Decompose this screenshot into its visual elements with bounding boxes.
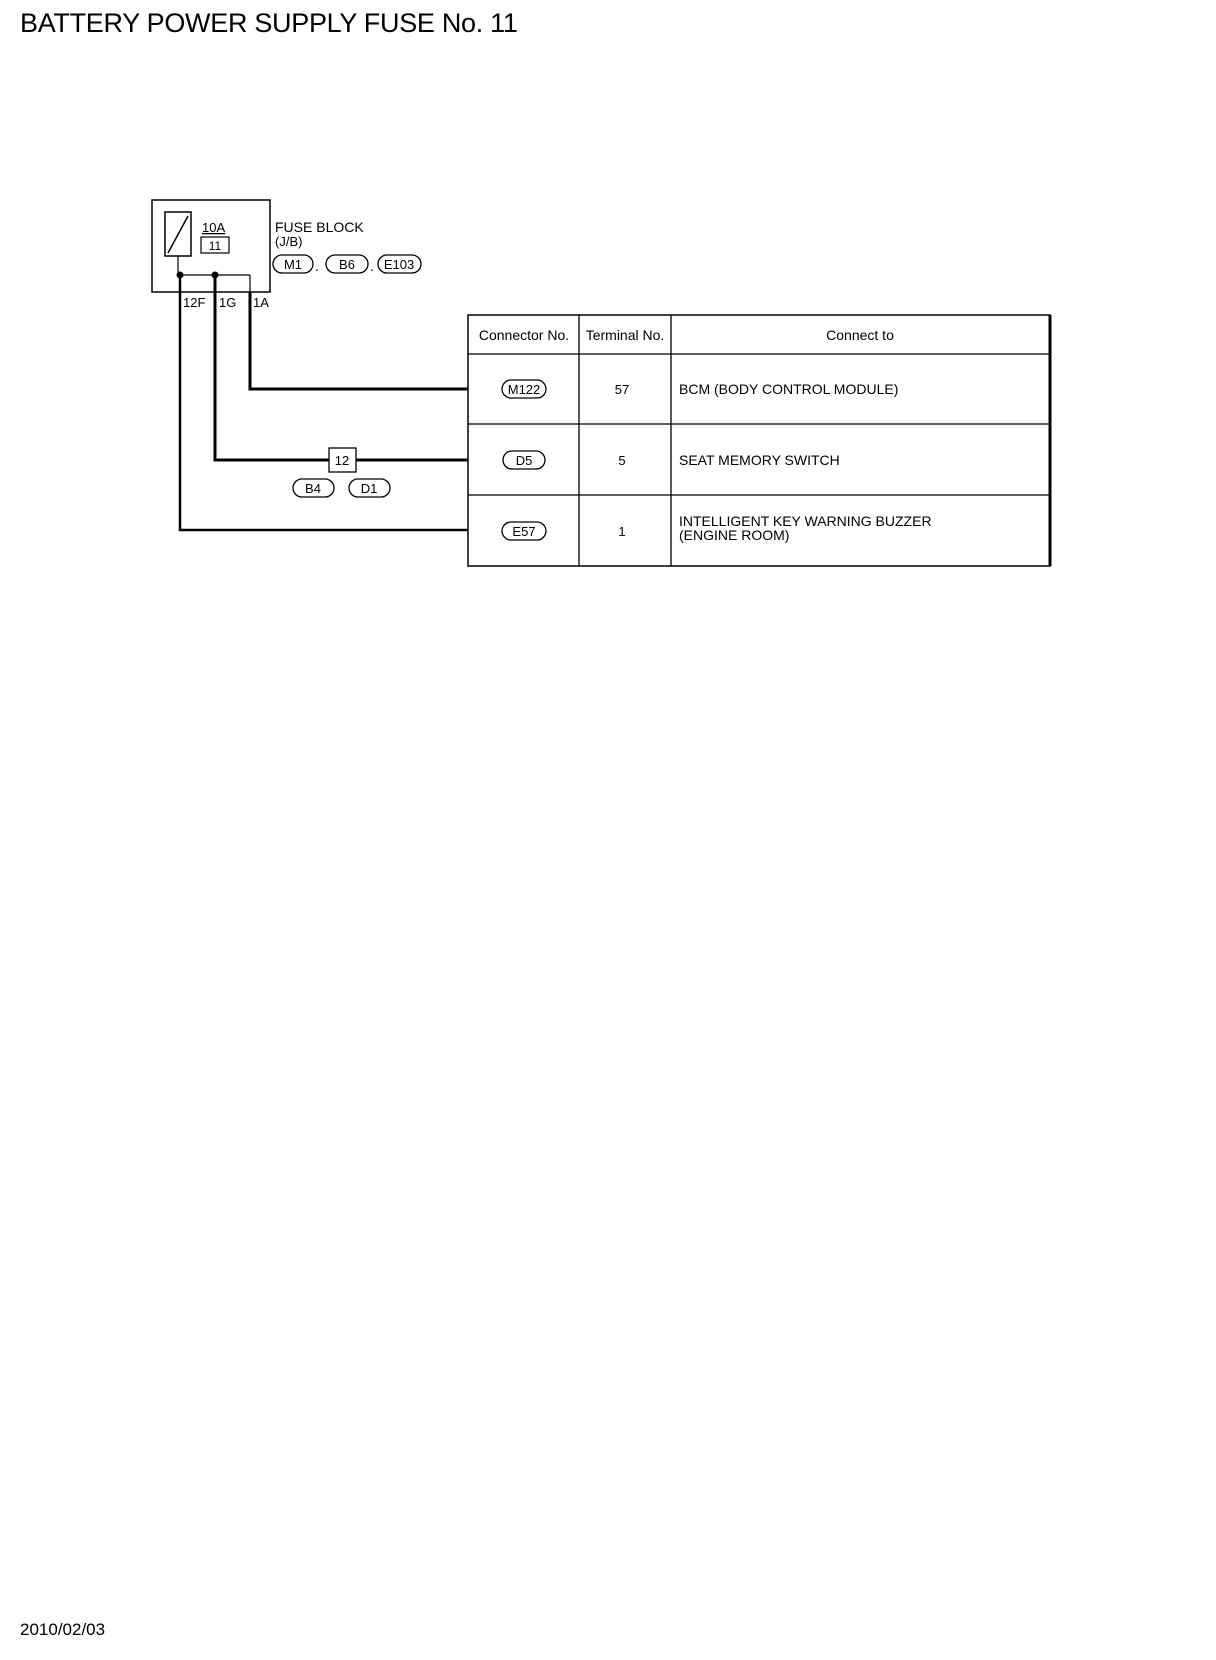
fuse-icon xyxy=(165,212,191,256)
comma-separator: . xyxy=(370,258,374,274)
terminal-12f: 12F xyxy=(183,295,206,310)
terminal-1a: 1A xyxy=(253,295,269,310)
connector-b6: B6 xyxy=(339,257,355,272)
page-title: BATTERY POWER SUPPLY FUSE No. 11 xyxy=(20,8,518,38)
table-row-connector: E57 xyxy=(512,524,536,539)
table-row-connect-to: SEAT MEMORY SWITCH xyxy=(679,452,840,468)
connector-b4: B4 xyxy=(305,481,321,496)
comma-separator: . xyxy=(315,258,319,274)
terminal-1g: 1G xyxy=(219,295,237,310)
wire-12f-to-e57 xyxy=(180,275,468,530)
table-row-terminal: 1 xyxy=(618,524,626,539)
connector-d1: D1 xyxy=(360,481,378,496)
connector-m1: M1 xyxy=(283,257,303,272)
fuse-number: 11 xyxy=(208,239,222,253)
table-header-terminal: Terminal No. xyxy=(585,327,665,343)
footer-date: 2010/02/03 xyxy=(20,1620,106,1639)
table-header-connector: Connector No. xyxy=(478,327,570,343)
fuse-block-sublabel: (J/B) xyxy=(275,234,303,249)
table-row-terminal: 5 xyxy=(618,453,626,468)
table-row-connector: D5 xyxy=(515,453,533,468)
connector-e103: E103 xyxy=(383,257,415,272)
table-row-connect-to: BCM (BODY CONTROL MODULE) xyxy=(679,381,899,397)
table-row-terminal: 57 xyxy=(614,382,630,397)
wire-1a-to-m122 xyxy=(250,292,468,389)
table-row-connect-to: INTELLIGENT KEY WARNING BUZZER xyxy=(679,513,932,529)
fuse-rating: 10A xyxy=(202,220,226,235)
table-header-connect-to: Connect to xyxy=(826,327,894,343)
fuse-block-label: FUSE BLOCK xyxy=(275,219,364,235)
table-row-connector: M122 xyxy=(507,382,541,397)
table-row-connect-to-line2: (ENGINE ROOM) xyxy=(679,527,790,543)
inline-connector-number: 12 xyxy=(334,453,350,468)
